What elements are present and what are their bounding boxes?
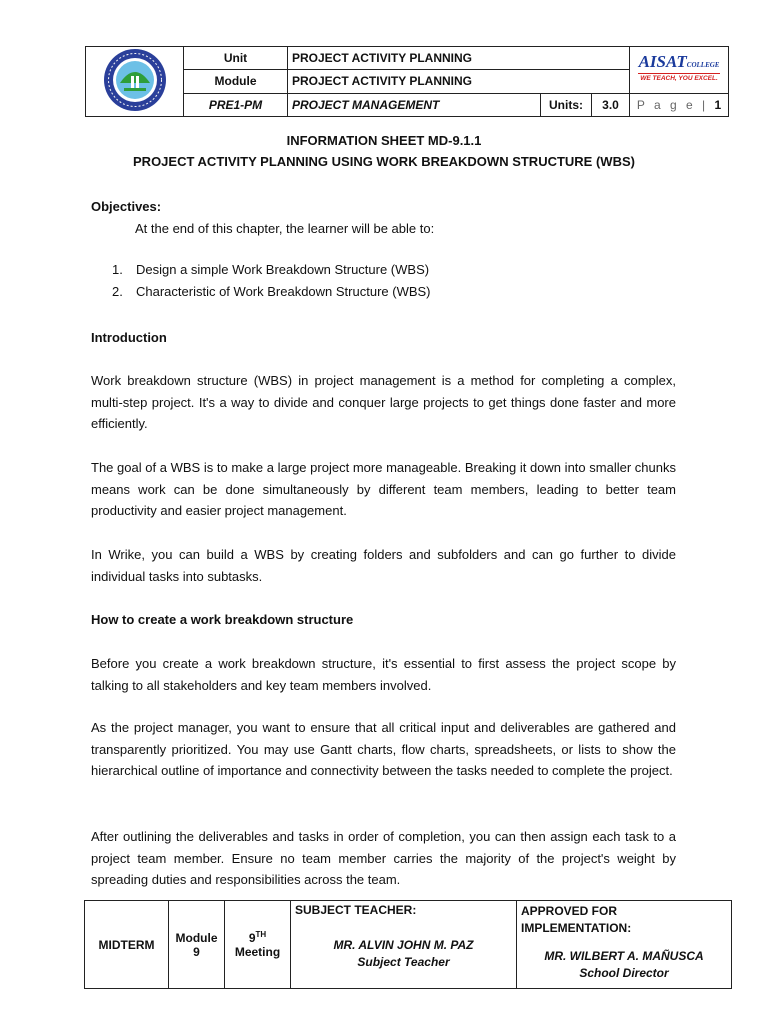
meeting-cell: [225, 901, 291, 989]
units-label: Units:: [541, 93, 592, 116]
module-value: PROJECT ACTIVITY PLANNING: [288, 70, 630, 93]
course-name: PROJECT MANAGEMENT: [288, 93, 541, 116]
page-number: 1: [714, 97, 722, 112]
howto-paragraph-1: Before you create a work breakdown structure, it's essential to first assess the project scope by talking to all stakeholders and key team members involved.: [91, 656, 676, 693]
module-cell: [169, 901, 225, 989]
course-code: PRE1-PM: [184, 93, 288, 116]
director-name: MR. WILBERT A. MAÑUSCA: [544, 949, 704, 963]
unit-label: Unit: [184, 47, 288, 70]
logo-main-text: AISAT: [638, 52, 687, 72]
module-label: Module: [184, 70, 288, 93]
term-cell: MIDTERM: [85, 901, 169, 989]
objective-number: 1.: [112, 262, 123, 277]
subject-teacher-cell: [291, 901, 517, 989]
sheet-subtitle: PROJECT ACTIVITY PLANNING USING WORK BREAKDOWN STRUCTURE (WBS): [133, 154, 635, 169]
intro-paragraph-1: Work breakdown structure (WBS) in project management is a method for completing a complex, multi-step project. It's a way to divide and conquer large projects to get things done faster and more efficiently.: [91, 373, 676, 432]
document-footer-table: [84, 900, 732, 989]
howto-paragraph-3: After outlining the deliverables and tasks in order of completion, you can then assign each task to a project team member. Ensure no team member carries the majority of the project's weight by spreading duties and responsibilities across the team.: [91, 829, 676, 888]
objective-item-2: [112, 284, 431, 299]
approval-heading: APPROVED FOR IMPLEMENTATION:: [521, 904, 632, 935]
sheet-title: INFORMATION SHEET MD-9.1.1: [286, 133, 482, 148]
footer-module-number: 9: [193, 944, 200, 959]
objective-number: 2.: [112, 284, 123, 299]
director-role: School Director: [579, 966, 669, 980]
units-value: 3.0: [592, 93, 630, 116]
teacher-role: Subject Teacher: [357, 955, 450, 969]
objective-item-1: [112, 262, 429, 277]
objectives-intro: At the end of this chapter, the learner will be able to:: [135, 221, 435, 236]
footer-module-label: Module: [175, 930, 218, 945]
unit-value: PROJECT ACTIVITY PLANNING: [288, 47, 630, 70]
document-header-table: [85, 46, 729, 117]
institute-seal-cell: [86, 47, 184, 117]
introduction-heading: Introduction: [91, 330, 167, 345]
teacher-heading: SUBJECT TEACHER:: [295, 903, 417, 917]
meeting-label: Meeting: [234, 945, 281, 959]
objectives-heading: Objectives:: [91, 199, 162, 214]
meeting-number: 9: [248, 931, 256, 945]
objective-text: Design a simple Work Breakdown Structure (WBS): [136, 262, 430, 277]
page-label: P a g e |: [636, 97, 709, 112]
institute-seal-icon: [100, 47, 170, 113]
howto-paragraph-2: As the project manager, you want to ensure that all critical input and deliverables are gathered and transparently prioritized. You may use Gantt charts, flow charts, spreadsheets, or lists to show the hierarchical outline of importance and connectivity between the tasks needed to complete the project.: [91, 720, 676, 779]
meeting-suffix: TH: [255, 930, 267, 939]
intro-paragraph-2: The goal of a WBS is to make a large project more manageable. Breaking it down into smaller chunks means work can be done simultaneously by different team members, leading to better team productivity and easier project management.: [91, 460, 676, 519]
logo-tagline: WE TEACH, YOU EXCEL.: [640, 75, 718, 83]
intro-paragraph-3: In Wrike, you can build a WBS by creating folders and subfolders and can go further to divide individual tasks into subtasks.: [91, 547, 676, 584]
college-logo: [630, 47, 729, 94]
howto-heading: How to create a work breakdown structure: [91, 612, 354, 627]
approval-cell: [517, 901, 732, 989]
teacher-name: MR. ALVIN JOHN M. PAZ: [333, 938, 474, 952]
logo-sub-text: COLLEGE: [686, 61, 720, 70]
page-indicator: [630, 93, 729, 116]
objective-text: Characteristic of Work Breakdown Structure (WBS): [136, 284, 431, 299]
